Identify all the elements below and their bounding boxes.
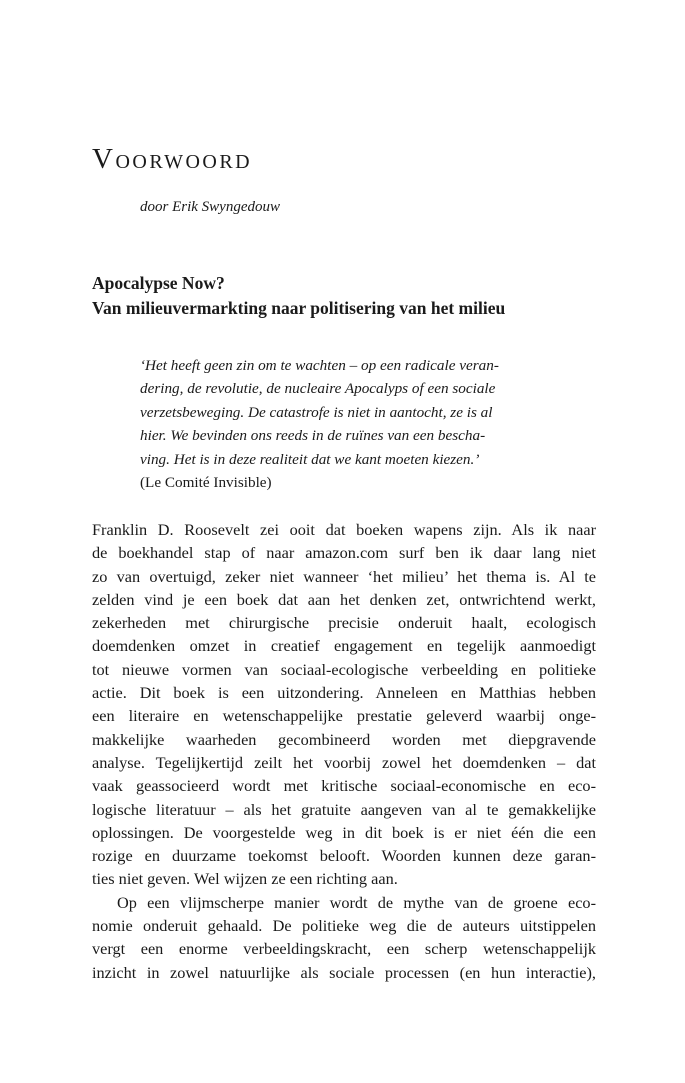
body-text [92,518,596,984]
section-heading [92,271,612,321]
epigraph-line: ‘Het heeft geen zin om te wachten – op een radicale veran- [140,357,499,374]
body-line: doemdenken omzet in creatief engagement en tegelijk aanmoedigt [92,636,596,656]
epigraph-line: verzetsbeweging. De catastrofe is niet in aantocht, ze is al [140,403,493,421]
body-line: oplossingen. De voorgestelde weg in dit boek is er niet één die een [92,822,596,842]
section-heading-line: Apocalypse Now? [92,273,225,293]
epigraph-line: ving. Het is in deze realiteit dat we kant moeten kiezen.’ [140,450,480,468]
epigraph-line: dering, de revolutie, de nucleaire Apocalyps of een sociale [140,380,496,398]
body-line: vergt een enorme verbeeldingskracht, een scherp wetenschappelijk [92,939,596,959]
book-page [92,0,596,1083]
body-line: Op een vlijmscherpe manier wordt de mythe van de groene eco- [117,892,596,912]
epigraph-attribution: (Le Comité Invisible) [140,474,272,492]
body-line: zekerheden met chirurgische precisie onderuit haalt, ecologisch [92,613,596,633]
body-line: makkelijke waarheden gecombineerd worden met diepgravende [92,729,596,749]
body-line: inzicht in zowel natuurlijke als sociale processen (en hun interactie), [92,962,596,982]
body-line: nomie onderuit gehaald. De politieke weg die de auteurs uitstippelen [92,916,596,936]
body-line: tot nieuwe vormen van sociaal-ecologische verbeelding en politieke [92,659,596,679]
body-line: vaak geassocieerd wordt met kritische sociaal-economische en eco- [92,776,596,796]
epigraph-line: hier. We bevinden ons reeds in de ruïnes van een bescha- [140,427,486,445]
body-line: zelden vind je een boek dat aan het denken zet, ontwrichtend werkt, [92,589,596,609]
body-line: een literaire en wetenschappelijke prestatie geleverd waarbij onge- [92,706,596,726]
body-line: de boekhandel stap of naar amazon.com surf ben ik daar lang niet [92,543,596,563]
body-line: analyse. Tegelijkertijd zeilt het voorbij zowel het doemdenken – dat [92,752,596,772]
byline: door Erik Swyngedouw [140,199,280,215]
body-line: rozige en duurzame toekomst belooft. Woorden kunnen deze garan- [92,846,596,866]
epigraph [140,354,530,494]
body-line: actie. Dit boek is een uitzondering. Anneleen en Matthias hebben [92,683,596,703]
body-line: ties niet geven. Wel wijzen ze een richting aan. [92,869,398,889]
body-line: zo van overtuigd, zeker niet wanneer ‘het milieu’ het thema is. Al te [92,566,596,586]
body-line: Franklin D. Roosevelt zei ooit dat boeken wapens zijn. Als ik naar [92,520,596,539]
chapter-title: Voorwoord [92,143,253,175]
section-heading-line: Van milieuvermarkting naar politisering van het milieu [92,298,506,318]
body-line: logische literatuur – als het gratuite aangeven van al te gemakkelijke [92,799,596,819]
